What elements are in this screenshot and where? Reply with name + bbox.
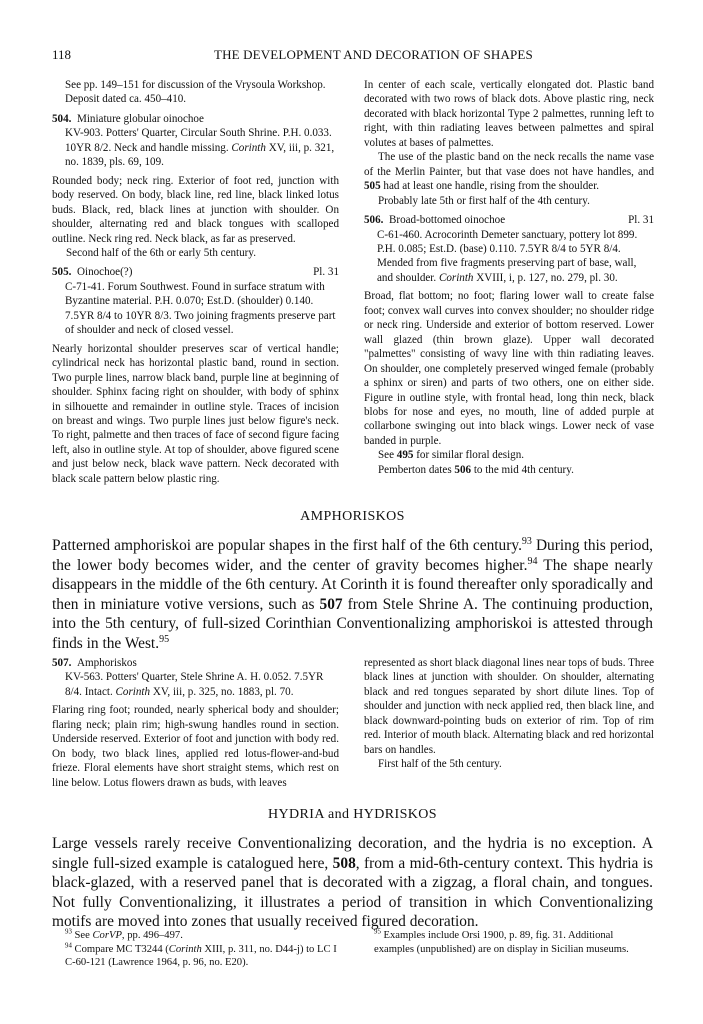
entry-507-right xyxy=(364,656,654,772)
plate-reference: Pl. 31 xyxy=(628,214,654,227)
ref-italic: Corinth xyxy=(115,685,151,698)
plate-reference: Pl. 31 xyxy=(313,266,339,279)
footnote-text: Examples include Orsi 1900, p. 89, fig. 31. Additional examples (unpublished) are on display in Sicilian museums. xyxy=(374,930,629,955)
hydria-lead-paragraph xyxy=(52,834,653,932)
catalogue-date-504: Second half of the 6th or early 5th century. xyxy=(66,246,256,259)
para-text: had at least one handle, rising from the shoulder. xyxy=(380,180,600,193)
catalogue-number: 507. xyxy=(52,657,72,669)
catalogue-number: 505. xyxy=(52,266,72,279)
catalogue-number: 506. xyxy=(364,214,384,227)
catalogue-title-504 xyxy=(52,112,339,126)
ref-text: XV, iii, p. 321, no. 1839, pls. 69, 109. xyxy=(65,141,335,169)
footnote-marker[interactable]: 94 xyxy=(527,555,538,567)
section-heading-hydria: HYDRIA and HYDRISKOS xyxy=(267,807,437,822)
catalogue-reference-506 xyxy=(364,228,654,286)
footnote-95 xyxy=(364,929,654,956)
ref-text: XV, iii, p. 325, no. 1883, pl. 70. xyxy=(150,685,294,698)
catalogue-ref-bold: 507 xyxy=(319,595,343,613)
catalogue-ref-bold: 506 xyxy=(454,463,472,476)
ref-italic: Corinth xyxy=(231,141,266,154)
amphoriskos-lead-paragraph xyxy=(52,536,653,653)
entry-507-left xyxy=(52,656,339,790)
ref-text: XVIII, i, p. 127, no. 279, pl. 30. xyxy=(473,271,618,284)
catalogue-description-504: Rounded body; neck ring. Exterior of foot red, junction with body reserved. On body, black line, red line, black linked lotus buds. Black, red, black lines at junction with shoulder. On shoulder, alternating red and black tongues with scalloped outline. Neck ring red. Neck black, as far as preserved. xyxy=(52,174,339,245)
footnote-number: 94 xyxy=(65,941,72,949)
catalogue-ref-bold: 508 xyxy=(332,854,356,872)
ref-text: KV-903. Potters' Quarter, Circular South Shrine. P.H. 0.033. 10YR 8/2. Neck and handle missing. xyxy=(65,127,332,154)
catalogue-ref-bold: 495 xyxy=(396,449,414,462)
footnote-italic: CorVP xyxy=(92,930,122,941)
catalogue-name: Amphoriskos xyxy=(76,657,137,669)
intro-note xyxy=(52,78,339,107)
catalogue-description-506: Broad, flat bottom; no foot; flaring lower wall to create false foot; convex wall curves into convex shoulder; no shoulder ridge or neck ring. Underside and exterior of bottom reserved. Lower wall glazed (thin brown glaze). Upper wall decorated "palmettes" consisting of wavy line with thin radiating leaves. On shoulder, one completely preserved winged female (probably a sphinx or siren) and parts of two others, one on either side. Figure in outline style, with frontal head, long thin neck, black blobs for nose and eyes, no mouth, line of added purple at collarbone swinging out into black wings. Lower neck of vase banded in purple. xyxy=(364,290,654,447)
para-text: for similar floral design. xyxy=(413,449,525,462)
page-number: 118 xyxy=(52,47,72,62)
merlin-painter-paragraph xyxy=(364,150,654,193)
ref-italic: Corinth xyxy=(438,271,474,284)
footnotes-left xyxy=(52,929,342,970)
catalogue-reference-507 xyxy=(52,670,339,699)
see-also-note xyxy=(364,448,654,462)
catalogue-title-506 xyxy=(364,213,654,227)
catalogue-reference-505: C-71-41. Forum Southwest. Found in surface stratum with Byzantine material. P.H. 0.070; Est.D. (shoulder) 0.140. 7.5YR 8/4 to 10YR 8/3. Two joining fragments preserve part of shoulder and neck of closed vessel. xyxy=(65,280,336,337)
date-paragraph: Probably late 5th or first half of the 4th century. xyxy=(378,194,590,207)
footnote-number: 95 xyxy=(374,928,381,936)
catalogue-ref-bold: 505 xyxy=(364,180,381,193)
para-text: The use of the plastic band on the neck recalls the name vase of the Merlin Painter, but that vase does not have handles, and xyxy=(364,151,654,178)
catalogue-title-505 xyxy=(52,265,339,279)
running-title: THE DEVELOPMENT AND DECORATION OF SHAPES xyxy=(214,47,533,62)
footnote-text: Compare MC T3244 ( xyxy=(74,943,169,955)
footnote-marker[interactable]: 93 xyxy=(521,535,532,547)
footnote-number: 93 xyxy=(65,928,72,936)
catalogue-description-507-part1: Flaring ring foot; rounded, nearly spherical body and shoulder; flaring neck; plain rim; high-swung handles round in section. Underside reserved. Exterior of foot and junction with body red. On body, two black lines, applied red lotus-flower-and-bud frieze. Floral elements have short straight stems, which rest on line below. Lotus flowers drawn as buds, with leaves xyxy=(52,704,339,789)
lead-text: The shape nearly disappears in the middle of the 6th century. At Corinth it is found thereafter only sporadically and then in miniature votive versions, such as xyxy=(52,556,653,613)
continuation-paragraph: In center of each scale, vertically elongated dot. Plastic band decorated with two rows of black dots. Above plastic ring, neck decorated with black horizontal Type 2 palmettes, running left to right, with thin radiating leaves between palmettes and spiral volutes at bases of palmettes. xyxy=(364,79,654,149)
catalogue-name: Broad-bottomed oinochoe xyxy=(388,214,506,227)
lead-text: During this period, the lower body becomes wider, and the center of gravity becomes higher. xyxy=(52,537,653,574)
section-heading-amphoriskos: AMPHORISKOS xyxy=(300,509,405,524)
catalogue-name: Oinochoe(?) xyxy=(76,266,133,279)
right-column xyxy=(364,78,654,477)
catalogue-date-507: First half of the 5th century. xyxy=(378,758,502,771)
ref-text: KV-563. Potters' Quarter, Stele Shrine A. H. 0.052. 7.5YR 8/4. Intact. xyxy=(65,671,324,698)
catalogue-name: Miniature globular oinochoe xyxy=(76,112,204,125)
catalogue-number: 504. xyxy=(52,112,72,125)
intro-note-line-1: See pp. 149–151 for discussion of the Vrysoula Workshop. xyxy=(65,79,326,91)
para-text: to the mid 4th century. xyxy=(471,463,574,476)
para-text: See xyxy=(378,449,397,462)
lead-text: Patterned amphoriskoi are popular shapes in the first half of the 6th century. xyxy=(52,537,522,554)
intro-note-line-2: Deposit dated ca. 450–410. xyxy=(65,93,187,106)
footnote-italic: Corinth xyxy=(168,943,202,955)
lead-text: , from a mid-6th-century context. This hydria is black-glazed, with a reserved panel that is decorated with a zigzag, a floral chain, and tongues. Not fully Conventionalizing, it illustrates a period of transition in which Conventionalizing motifs are moved into zones that usually received figured decoration. xyxy=(52,854,653,930)
pemberton-note xyxy=(364,463,654,477)
footnote-94 xyxy=(52,943,342,970)
ref-text: C-61-460. Acrocorinth Demeter sanctuary, pottery lot 899. P.H. 0.085; Est.D. (base) 0.110. 7.5YR 8/4 to 5YR 8/4. Mended from five fragments preserving part of base, wall, and shoulder. xyxy=(377,228,638,284)
catalogue-description-505: Nearly horizontal shoulder preserves scar of vertical handle; cylindrical neck has horizontal plastic band, round in section. Two purple lines, narrow black band, purple line at beginning of shoulder. Sphinx facing right on shoulder, with body of sphinx in silhouette and remainder in outline style. Traces of incision on breast and wings. Two purple lines just below figure's neck. To right, palmette and then traces of face of second figure facing left, also in outline style. At top of shoulder, above figured scene and just below neck, black wave pattern. Neck decorated with black scale pattern below plastic ring. xyxy=(52,342,339,485)
para-text: Pemberton dates xyxy=(378,463,455,476)
left-column xyxy=(52,78,339,486)
footnote-marker[interactable]: 95 xyxy=(159,633,170,645)
footnote-text: See xyxy=(74,930,93,941)
lead-text: from Stele Shrine A. The continuing production, into the 5th century, of full-sized Corinthian Conventionalizing amphoriskoi is attested through finds in the West. xyxy=(52,595,653,652)
catalogue-description-507-part2: represented as short black diagonal lines near tops of buds. Three black lines at junction with shoulder. On shoulder, alternating black and red tongues separated by short dilute lines. Top of shoulder and junction with neck applied red, then black line, and black downward-pointing buds on exterior of rim. Top of rim red. Interior of mouth black. Alternating black and red horizontal bars on handles. xyxy=(364,657,654,756)
footnote-text: XIII, p. 311, no. D44-j) to LC I C-60-121 (Lawrence 1964, p. 96, no. E20). xyxy=(65,943,337,968)
catalogue-title-507 xyxy=(52,656,339,670)
footnote-93 xyxy=(52,929,342,943)
catalogue-reference-504 xyxy=(52,126,339,169)
footnotes-right xyxy=(364,929,654,956)
lead-text: Large vessels rarely receive Conventionalizing decoration, and the hydria is no exception. A single full-sized example is catalogued here, xyxy=(52,835,653,872)
footnote-text: , pp. 496–497. xyxy=(121,930,183,941)
